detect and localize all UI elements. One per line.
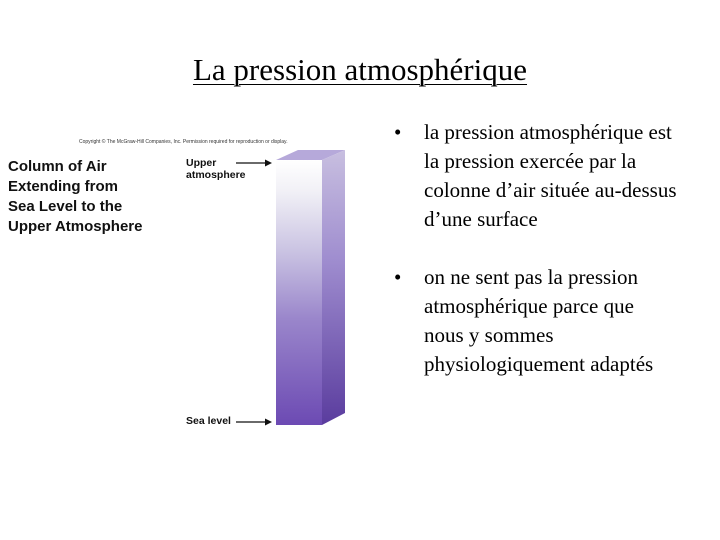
slide-title: La pression atmosphérique [192, 52, 528, 87]
caption-line: Column of Air [8, 158, 107, 175]
figure-caption [8, 157, 142, 237]
air-column-figure [0, 130, 380, 440]
column-side-face [322, 150, 345, 425]
sea-level-arrow-icon [236, 417, 272, 427]
bullet-dot-icon: • [394, 265, 402, 289]
bullet-list [392, 118, 720, 408]
bullet-item [392, 118, 720, 234]
caption-line: Extending from [8, 178, 119, 195]
bullet-dot-icon: • [394, 120, 402, 144]
bullet-item [392, 263, 720, 379]
bullet-text: on ne sent pas la pression atmosphérique parce que nous y sommes physiologiquement adaptés [424, 265, 654, 376]
upper-atmosphere-label: Upper atmosphere [186, 157, 246, 181]
sea-level-label: Sea level [186, 415, 231, 427]
caption-line: Upper Atmosphere [8, 218, 143, 235]
caption-line: Sea Level to the [8, 198, 123, 215]
bullet-text: la pression atmosphérique est la pression exercée par la colonne d’air située au-dessus d’une surface [424, 120, 677, 231]
copyright-notice: Copyright © The McGraw-Hill Companies, Inc. Permission required for reproduction or display. [79, 139, 288, 145]
upper-arrow-icon [236, 158, 272, 168]
column-front-face [276, 160, 322, 425]
